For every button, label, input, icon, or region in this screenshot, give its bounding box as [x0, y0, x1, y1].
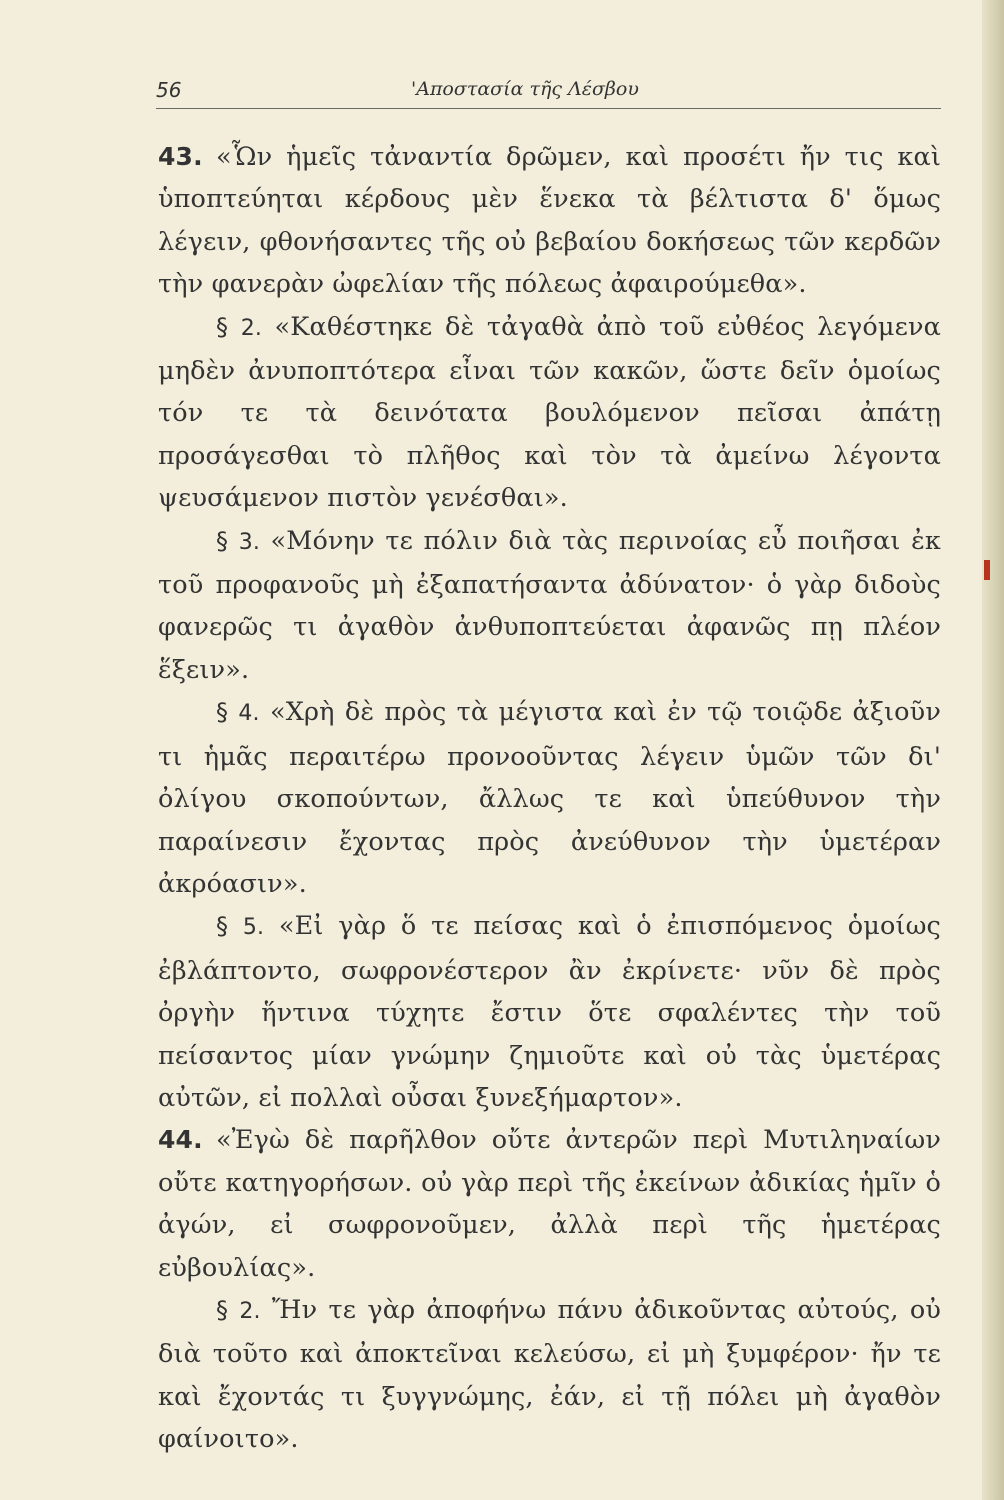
paragraph-text: «Ὧν ἡμεῖς τἀναντία δρῶμεν, καὶ προσέτι ἤν τις καὶ ὑποπτεύηται κέρδους μὲν ἕνεκα τὰ βέλτιστα δ' ὅμως λέγειν, φθονήσαντες τῆς οὐ βεβαίου δοκήσεως τῶν κερδῶν τὴν φανερὰν ὠφελίαν τῆς πόλεως ἀφαιρούμεθα». — [158, 142, 941, 300]
paragraph-43-3 — [158, 520, 941, 692]
section-number: 4. — [238, 701, 260, 727]
spine-red-mark — [984, 560, 990, 580]
paragraph-text: «Χρὴ δὲ πρὸς τὰ μέγιστα καὶ ἐν τῷ τοιῷδε ἀξιοῦν τι ἡμᾶς περαιτέρω προνοοῦντας λέγειν ὑμῶν τῶν δι' ὀλίγου σκοπούντων, ἄλλως τε καὶ ὑπεύθυνον τὴν παραίνεσιν ἔχοντας πρὸς ἀνεύθυνον τὴν ὑμετέραν ἀκρόασιν». — [158, 697, 941, 899]
paragraph-43 — [158, 136, 941, 306]
paragraph-text: «Καθέστηκε δὲ τἀγαθὰ ἀπὸ τοῦ εὐθέος λεγόμενα μηδὲν ἀνυποπτότερα εἶναι τῶν κακῶν, ὥστε δεῖν ὁμοίως τόν τε τὰ δεινότατα βουλόμενον πεῖσαι ἀπάτῃ προσάγεσθαι τὸ πλῆθος καὶ τὸν τὰ ἀμείνω λέγοντα ψευσάμενον πιστὸν γενέσθαι». — [158, 311, 941, 514]
paragraph-44 — [158, 1119, 941, 1289]
section-sign: § — [216, 912, 229, 941]
section-sign: § — [216, 698, 229, 727]
page-spine-edge — [982, 0, 1004, 1500]
paragraph-text: Ἤν τε γὰρ ἀποφήνω πάνυ ἀδικοῦντας αὐτούς, οὐ διὰ τοῦτο καὶ ἀποκτεῖναι κελεύσω, εἰ μὴ ξυμφέρον· ἤν τε καὶ ἔχοντάς τι ξυγγνώμης, ἐάν, εἰ τῇ πόλει μὴ ἀγαθὸν φαίνοιτο». — [158, 1294, 941, 1455]
section-number: 2. — [240, 315, 262, 341]
paragraph-44-2 — [158, 1289, 941, 1461]
paragraph-43-4 — [158, 691, 941, 905]
section-number: 5. — [242, 915, 265, 941]
paragraph-text: «Εἰ γὰρ ὅ τε πείσας καὶ ὁ ἐπισπόμενος ὁμοίως ἐβλάπτοντο, σωφρονέστερον ἂν ἐκρίνετε· νῦν δὲ πρὸς ὀργὴν ἥντινα τύχητε ἔστιν ὅτε σφαλέντες τὴν τοῦ πείσαντος μίαν γνώμην ζημιοῦτε καὶ οὐ τὰς ὑμετέρας αὐτῶν, εἰ πολλαὶ οὖσαι ξυνεξήμαρτον». — [158, 911, 941, 1113]
running-title: 'Αποστασία τῆς Λέσβου — [411, 78, 639, 100]
section-number: 3. — [238, 529, 260, 555]
chapter-number: 44. — [158, 1125, 203, 1155]
paragraph-43-5 — [158, 905, 941, 1119]
running-head — [156, 74, 941, 109]
body-text — [158, 136, 941, 1461]
section-sign: § — [216, 526, 229, 555]
page-number: 56 — [156, 78, 182, 102]
section-sign: § — [216, 1295, 229, 1324]
section-sign: § — [216, 312, 229, 341]
paragraph-43-2 — [158, 306, 941, 520]
paragraph-text: «Μόνην τε πόλιν διὰ τὰς περινοίας εὖ ποιῆσαι ἐκ τοῦ προφανοῦς μὴ ἐξαπατήσαντα ἀδύνατον· ὁ γὰρ διδοὺς φανερῶς τι ἀγαθὸν ἀνθυποπτεύεται ἀφανῶς πῃ πλέον ἕξειν». — [158, 525, 941, 685]
chapter-number: 43. — [158, 142, 203, 171]
paragraph-text: «Ἐγὼ δὲ παρῆλθον οὔτε ἀντερῶν περὶ Μυτιληναίων οὔτε κατηγορήσων. οὐ γὰρ περὶ τῆς ἐκείνων ἀδικίας ἡμῖν ὁ ἀγών, εἰ σωφρονοῦμεν, ἀλλὰ περὶ τῆς ἡμετέρας εὐβουλίας». — [158, 1125, 941, 1283]
section-number: 2. — [239, 1298, 261, 1324]
